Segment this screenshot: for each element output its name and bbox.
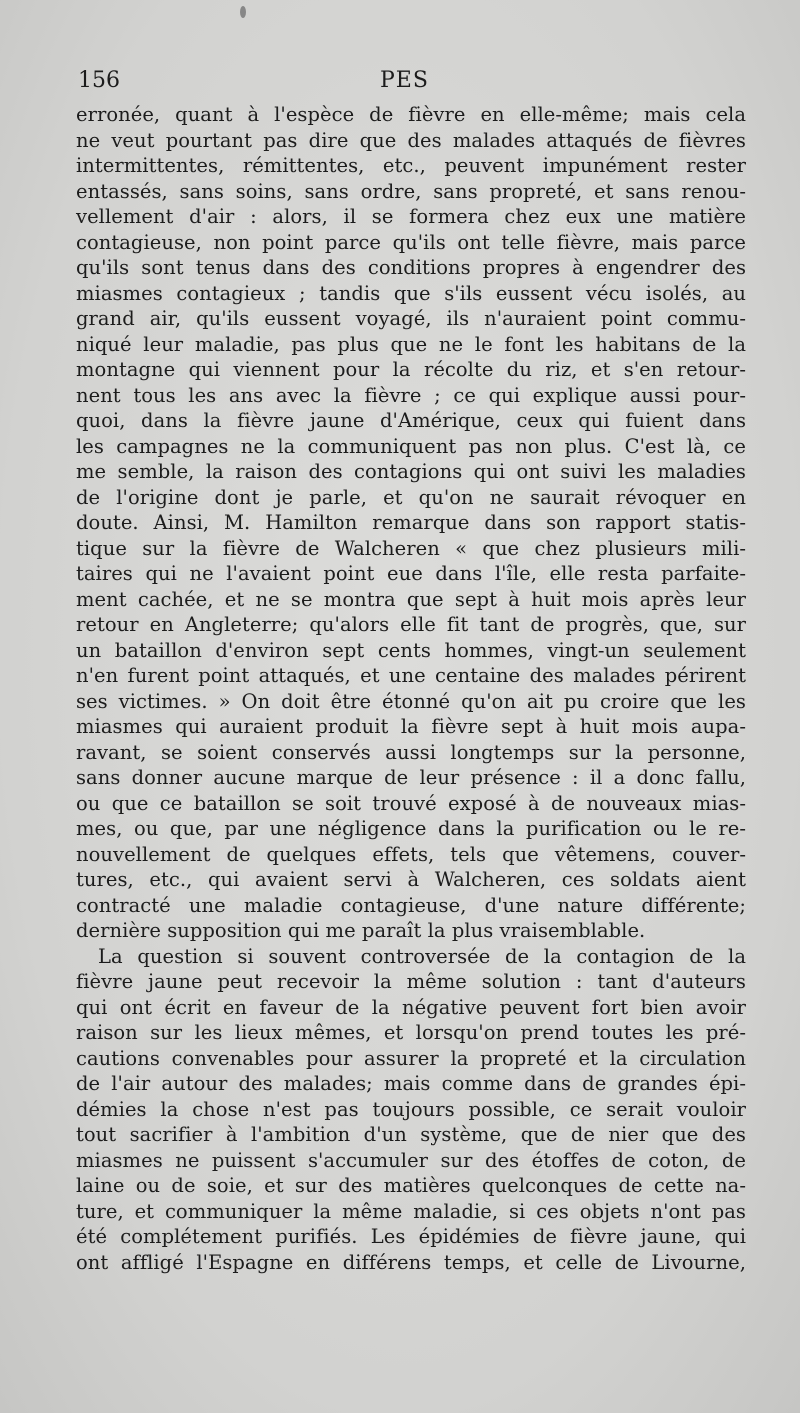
text-line: laine ou de soie, et sur des matières quelconques de cette na- — [76, 1174, 746, 1197]
paragraph-end-line: dernière supposition qui me paraît la plus vraisemblable. — [76, 919, 646, 942]
text-line: raison sur les lieux mêmes, et lorsqu'on prend toutes les pré- — [76, 1021, 746, 1044]
text-line: sans donner aucune marque de leur présence : il a donc fallu, — [76, 766, 746, 789]
text-line: tures, etc., qui avaient servi à Walcheren, ces soldats aient — [76, 868, 746, 891]
text-line: intermittentes, rémittentes, etc., peuvent impunément rester — [76, 154, 746, 177]
text-line: retour en Angleterre; qu'alors elle fit tant de progrès, que, sur — [76, 613, 746, 636]
text-line: contracté une maladie contagieuse, d'une nature différente; — [76, 893, 746, 917]
text-line: un bataillon d'environ sept cents hommes, vingt-un seulement — [76, 638, 746, 662]
text-line: ment cachée, et ne se montra que sept à huit mois après leur — [76, 587, 746, 611]
text-line: fièvre jaune peut recevoir la même solution : tant d'auteurs — [76, 970, 746, 993]
text-line: miasmes ne puissent s'accumuler sur des étoffes de coton, de — [76, 1148, 746, 1172]
ink-speck — [240, 6, 246, 18]
text-line: nouvellement de quelques effets, tels que vêtemens, couver- — [76, 842, 746, 866]
text-line: mes, ou que, par une négligence dans la purification ou le re- — [76, 817, 746, 840]
text-line: n'en furent point attaqués, et une centaine des malades périrent — [76, 664, 746, 687]
paragraph-start-line: La question si souvent controversée de la contagion de la — [98, 944, 746, 968]
text-line: les campagnes ne la communiquent pas non plus. C'est là, ce — [76, 434, 746, 458]
text-line: ou que ce bataillon se soit trouvé exposé à de nouveaux mias- — [76, 791, 746, 815]
text-line: entassés, sans soins, sans ordre, sans propreté, et sans renou- — [76, 179, 746, 203]
text-line: contagieuse, non point parce qu'ils ont telle fièvre, mais parce — [76, 230, 746, 254]
text-line: doute. Ainsi, M. Hamilton remarque dans son rapport statis- — [76, 511, 746, 534]
text-line: montagne qui viennent pour la récolte du riz, et s'en retour- — [76, 358, 746, 381]
text-line: erronée, quant à l'espèce de fièvre en elle-même; mais cela — [76, 103, 746, 126]
text-line: qui ont écrit en faveur de la négative peuvent fort bien avoir — [76, 995, 746, 1019]
text-line: été complétement purifiés. Les épidémies de fièvre jaune, qui — [76, 1225, 746, 1248]
text-line: ture, et communiquer la même maladie, si ces objets n'ont pas — [76, 1199, 746, 1223]
text-line: niqué leur maladie, pas plus que ne le font les habitans de la — [76, 332, 746, 356]
text-line: me semble, la raison des contagions qui ont suivi les maladies — [76, 460, 746, 483]
text-line: démies la chose n'est pas toujours possible, ce serait vouloir — [76, 1097, 746, 1121]
text-line: ravant, se soient conservés aussi longtemps sur la personne, — [76, 740, 746, 764]
text-line: vellement d'air : alors, il se formera chez eux une matière — [76, 205, 746, 228]
text-line: miasmes qui auraient produit la fièvre sept à huit mois aupa- — [76, 715, 746, 738]
text-line: taires qui ne l'avaient point eue dans l'île, elle resta parfaite- — [76, 562, 746, 585]
text-line: de l'origine dont je parle, et qu'on ne saurait révoquer en — [76, 485, 746, 509]
text-line: qu'ils sont tenus dans des conditions propres à engendrer des — [76, 256, 746, 279]
body-text — [76, 102, 746, 1275]
text-line: nent tous les ans avec la fièvre ; ce qui explique aussi pour- — [76, 383, 746, 407]
page-header — [78, 68, 744, 98]
text-line: grand air, qu'ils eussent voyagé, ils n'auraient point commu- — [76, 307, 746, 330]
text-line: ne veut pourtant pas dire que des malades attaqués de fièvres — [76, 128, 746, 152]
text-line: tique sur la fièvre de Walcheren « que chez plusieurs mili- — [76, 536, 746, 560]
text-line: cautions convenables pour assurer la propreté et la circulation — [76, 1046, 746, 1070]
running-head: PES — [380, 68, 429, 93]
text-line: miasmes contagieux ; tandis que s'ils eussent vécu isolés, au — [76, 281, 746, 305]
text-line: de l'air autour des malades; mais comme dans de grandes épi- — [76, 1072, 746, 1095]
text-line: ses victimes. » On doit être étonné qu'on ait pu croire que les — [76, 689, 746, 713]
text-line: ont affligé l'Espagne en différens temps, et celle de Livourne, — [76, 1250, 746, 1274]
text-line: tout sacrifier à l'ambition d'un système, que de nier que des — [76, 1123, 746, 1146]
page-number: 156 — [78, 68, 120, 93]
text-line: quoi, dans la fièvre jaune d'Amérique, ceux qui fuient dans — [76, 409, 746, 432]
